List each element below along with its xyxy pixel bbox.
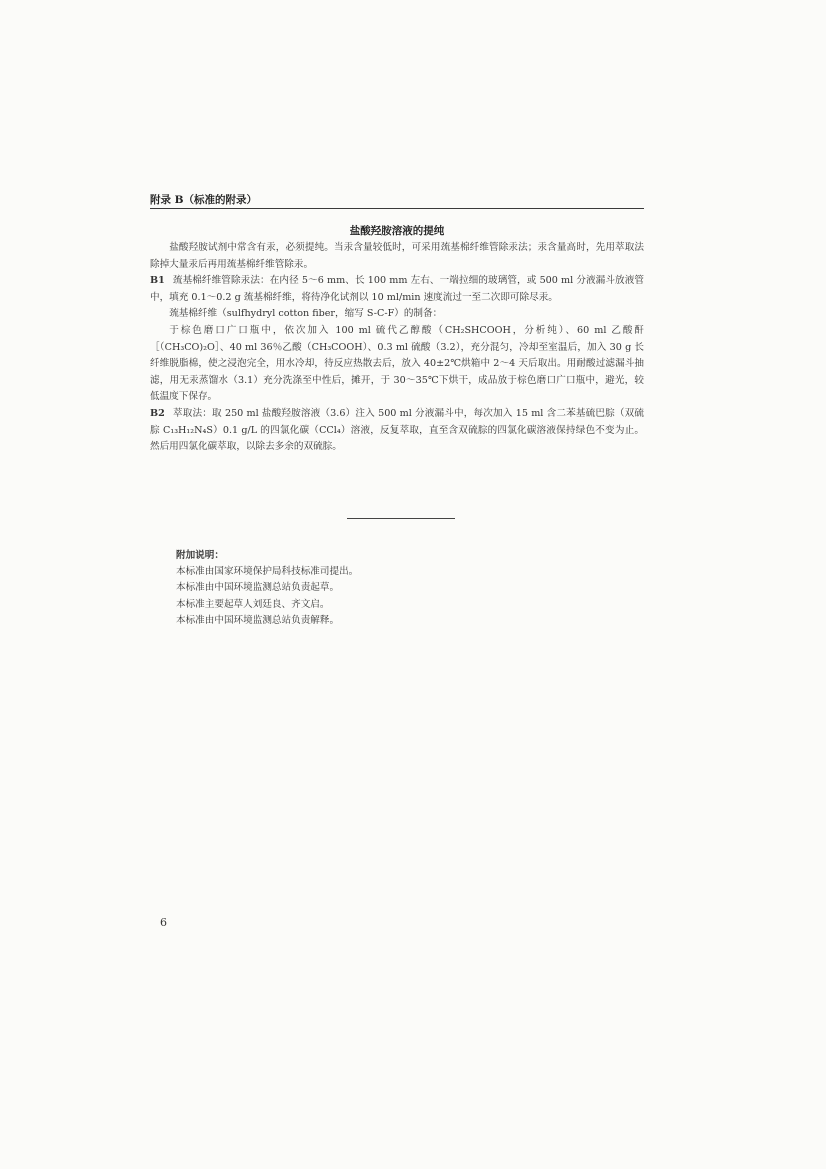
intro-paragraph: 盐酸羟胺试剂中常含有汞，必须提纯。当汞含量较低时，可采用巯基棉纤维管除汞法；汞含量高时，先用萃取法除掉大量汞后再用巯基棉纤维管除汞。: [150, 242, 644, 270]
b2-paragraph: [150, 406, 644, 456]
b2-text: 萃取法：取 250 ml 盐酸羟胺溶液（3.6）注入 500 ml 分液漏斗中，每次加入 15 ml 含二苯基硫巴腙（双硫腙 C₁₃H₁₂N₄S）0.1 g/L 的四氯化碳（CCl₄）溶液，反复萃取，直至含双硫腙的四氯化碳溶液保持绿色不变为止。然后用四氯化碳萃取，以除去多余的双硫腙。: [150, 407, 644, 453]
b2-tag: B2: [150, 407, 165, 419]
b1-tag: B1: [150, 275, 165, 287]
end-divider: [347, 518, 455, 519]
b1-paragraph: [150, 273, 644, 306]
section-title: 盐酸羟胺溶液的提纯: [349, 225, 445, 237]
note-line: 本标准由中国环境监测总站负责起草。: [176, 582, 340, 594]
note-line: 本标准由中国环境监测总站负责解释。: [176, 614, 340, 626]
note-line: 本标准主要起草人刘廷良、齐文启。: [176, 598, 330, 610]
note-line: 本标准由国家环境保护局科技标准司提出。: [176, 566, 359, 578]
prep-paragraph: 于棕色磨口广口瓶中，依次加入 100 ml 硫代乙醇酸（CH₂SHCOOH，分析纯）、60 ml 乙酸酐［（CH₃CO)₂O］、40 ml 36％乙酸（CH₃COOH）、0.3 ml 硫酸（3.2），充分混匀，冷却至室温后，加入 30 g 长纤维脱脂棉，使之浸泡完全，用水冷却，待反应热散去后，放入 40±2℃烘箱中 2～4 天后取出。用耐酸过滤漏斗抽滤，用无汞蒸馏水（3.1）充分洗涤至中性后，摊开，于 30～35℃下烘干，成品放于棕色磨口广口瓶中，避光，较低温度下保存。: [150, 324, 644, 403]
prep-heading: 巯基棉纤维（sulfhydryl cotton fiber，缩写 S-C-F）的制备：: [169, 308, 443, 320]
page-number: 6: [160, 916, 167, 929]
body-text: [150, 240, 644, 456]
notes-heading: 附加说明：: [176, 550, 224, 561]
b1-text: 巯基棉纤维管除汞法：在内径 5～6 mm、长 100 mm 左右、一端拉细的玻璃管，或 500 ml 分液漏斗放液管中，填充 0.1～0.2 g 巯基棉纤维，将待净化试剂以 10 ml/min 速度流过一至二次即可除尽汞。: [150, 275, 644, 303]
additional-notes: [176, 548, 616, 629]
appendix-header: 附录 B（标准的附录）: [150, 194, 644, 209]
